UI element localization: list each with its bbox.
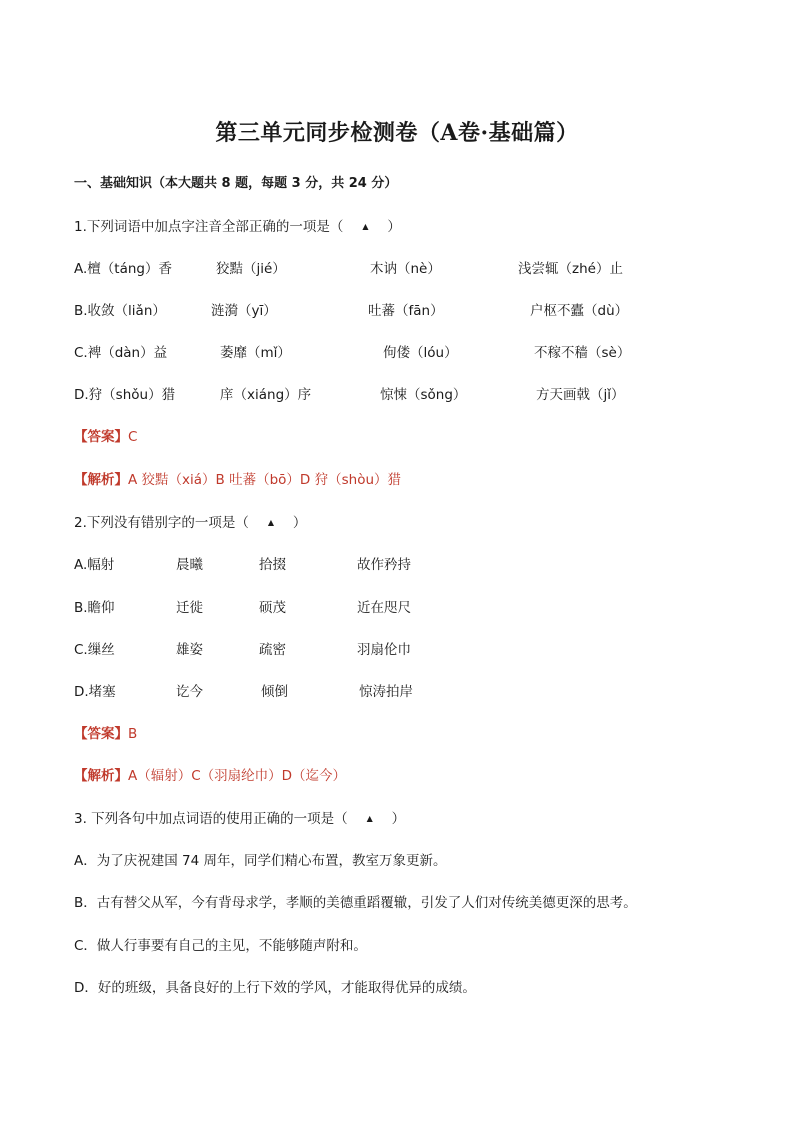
q1-analysis [74,468,401,488]
q2-option-c-4: 羽扇伦巾 [357,642,411,658]
q2-option-a-4: 故作矜持 [357,557,411,573]
q3-option-d: D．好的班级，具备良好的上行下效的学风，才能取得优异的成绩。 [74,980,476,996]
q1-option-d-2: 庠（xiáng）序 [220,387,312,403]
q3-stem [74,807,405,827]
q1-option-d-4: 方天画戟（jǐ） [536,387,625,403]
q2-option-d-2: 讫今 [176,684,203,700]
q2-option-a-3: 拾掇 [259,557,286,573]
q2-option-c-1: C.缫丝 [74,642,115,658]
q1-option-c-1: C.裨（dàn）益 [74,345,168,361]
q1-option-a-3: 木讷（nè） [370,261,441,277]
page-title: 第三单元同步检测卷（A卷·基础篇） [215,120,579,146]
q3-stem-text: 3. 下列各句中加点词语的使用正确的一项是（ [74,811,348,827]
q1-answer-value: C [128,429,138,445]
q2-option-b-2: 迁徙 [176,600,203,616]
section-heading: 一、基础知识（本大题共 8 题，每题 3 分，共 24 分） [74,176,398,191]
q1-answer [74,425,137,445]
q2-option-b-3: 硕茂 [259,600,286,616]
q1-option-c-4: 不稼不穑（sè） [534,345,631,361]
q2-stem-close: ） [292,515,307,531]
q1-stem-text: 1.下列词语中加点字注音全部正确的一项是（ [74,219,344,235]
q2-analysis [74,764,346,784]
q1-analysis-label: 【解析】 [74,472,128,488]
q2-analysis-value: A（辐射）C（羽扇纶巾）D（迄今） [128,768,347,784]
q1-option-b-2: 涟漪（yī） [211,303,277,319]
q1-option-a-4: 浅尝辄（zhé）止 [518,261,623,277]
q2-answer [74,722,137,742]
q1-option-a-2: 狡黠（jié） [216,261,286,277]
q1-option-a-1: A.檀（táng）香 [74,261,172,277]
q2-option-c-2: 雄姿 [176,642,203,658]
q2-answer-value: B [128,726,138,742]
q1-option-b-4: 户枢不蠹（dù） [530,303,629,319]
q1-option-b-1: B.收敛（liǎn） [74,303,166,319]
q2-option-a-2: 晨曦 [176,557,203,573]
q2-option-a-1: A.幅射 [74,557,115,573]
q1-stem-close: ） [387,219,401,235]
q1-analysis-value: A 狡黠（xiá）B 吐蕃（bō）D 狩（shòu）猎 [128,472,402,488]
q2-stem-text: 2.下列没有错别字的一项是（ [74,515,249,531]
q3-option-a: A．为了庆祝建国 74 周年，同学们精心布置，教室万象更新。 [74,853,447,869]
q2-option-c-3: 疏密 [259,642,286,658]
q3-option-c: C．做人行事要有自己的主见，不能够随声附和。 [74,938,367,954]
q2-stem [74,511,306,531]
q3-blank-marker: ▲ [366,814,373,823]
q2-analysis-label: 【解析】 [74,768,128,784]
q1-answer-label: 【答案】 [74,429,128,445]
q1-option-c-2: 萎靡（mǐ） [220,345,291,361]
q2-blank-marker: ▲ [267,518,274,527]
q2-option-b-1: B.瞻仰 [74,600,115,616]
q2-option-b-4: 近在咫尺 [357,600,411,616]
q1-option-d-1: D.狩（shǒu）猎 [74,387,176,403]
q3-stem-close: ） [391,811,406,827]
q2-option-d-4: 惊涛拍岸 [359,684,413,700]
q2-option-d-1: D.堵塞 [74,684,116,700]
q1-stem [74,215,401,235]
q1-option-b-3: 吐蕃（fān） [368,303,444,319]
q1-option-c-3: 佝偻（lóu） [383,345,458,361]
q1-option-d-3: 惊悚（sǒng） [380,387,467,403]
q2-answer-label: 【答案】 [74,726,128,742]
q2-option-d-3: 倾倒 [261,684,288,700]
q1-blank-marker: ▲ [362,222,369,231]
q3-option-b: B．古有替父从军，今有背母求学，孝顺的美德重蹈覆辙，引发了人们对传统美德更深的思考。 [74,895,637,911]
